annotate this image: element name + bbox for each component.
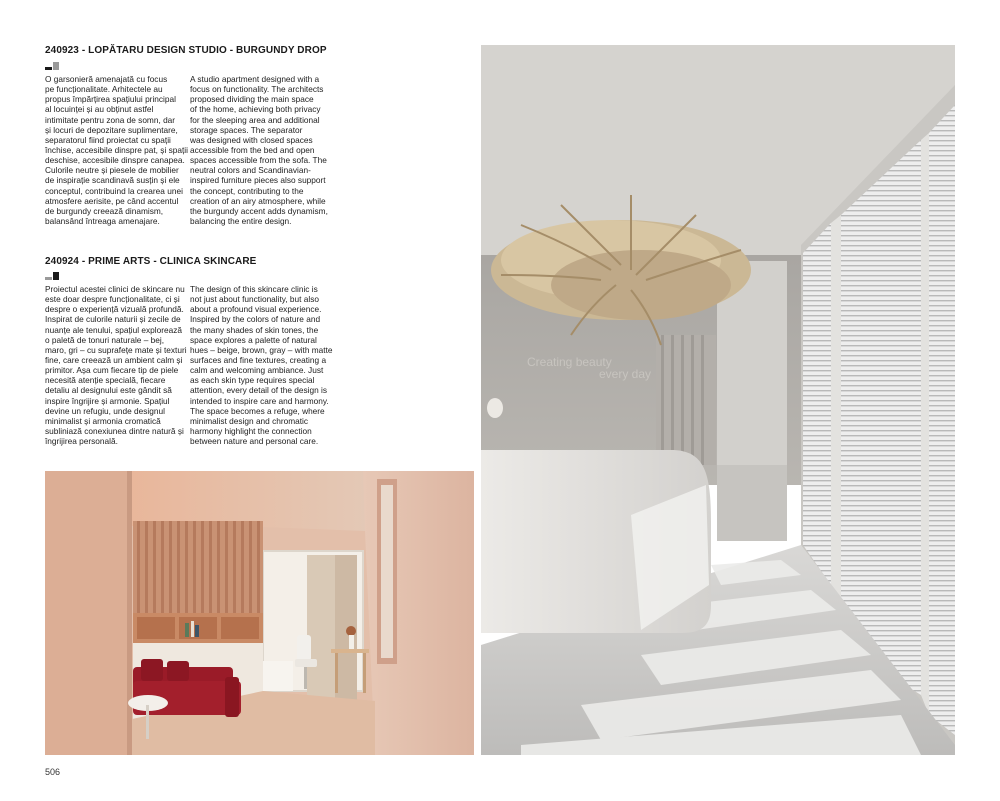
text-line: deschise, accesibile dinspre canapea. xyxy=(45,155,185,166)
text-line: conceptul, contribuind la crearea unei xyxy=(45,185,183,196)
text-line: about a profound visual experience. xyxy=(190,304,322,315)
text-line: și locuri de depozitare suplimentare, xyxy=(45,124,178,135)
text-line: The design of this skincare clinic is xyxy=(190,284,318,294)
text-line: attention, every detail of the design is xyxy=(190,385,327,396)
text-line: necesită atenție specială, fiecare xyxy=(45,375,166,386)
text-line: pe funcționalitate. Arhitectele au xyxy=(45,84,163,95)
text-line: o paletă de tonuri naturale – bej, xyxy=(45,334,165,345)
text-line: devine un refugiu, unde designul xyxy=(45,405,165,416)
text-line: nuanțe ale tenului, spațiul explorează xyxy=(45,324,182,335)
text-line: the burgundy accent adds dynamism, xyxy=(190,205,328,216)
text-line: harmony highlight the connection xyxy=(190,425,312,436)
text-line: calm and welcoming ambiance. Just xyxy=(190,365,324,376)
section-2-title: 240924 - PRIME ARTS - CLINICA SKINCARE xyxy=(45,256,257,267)
text-line: Inspired by the colors of nature and xyxy=(190,314,321,325)
text-line: inspire îngrijire și armonie. Spațiul xyxy=(45,395,170,406)
text-line: balancing the entire design. xyxy=(190,215,292,226)
text-line: de inspirație scandinavă susțin și ele xyxy=(45,175,180,186)
text-line: Inspirat de culorile naturii și zecile de xyxy=(45,314,181,325)
text-line: îngrijirea personală. xyxy=(45,436,118,447)
text-line: Culorile neutre și piesele de mobilier xyxy=(45,165,179,176)
text-line: the concept, contributing to the xyxy=(190,185,304,196)
text-line: focus on functionality. The architects xyxy=(190,84,324,95)
text-line: maro, gri – cu suprafețe mate și texturi xyxy=(45,344,187,355)
text-line: minimalist design and chromatic xyxy=(190,415,309,426)
text-line: of the home, achieving both privacy xyxy=(190,104,321,115)
text-line: spaces accessible from the sofa. The xyxy=(190,155,327,166)
section-1-text-en xyxy=(190,74,328,226)
text-line: atmosfere aerisite, pe când accentul xyxy=(45,195,179,206)
text-line: este doar despre funcționalitate, ci și xyxy=(45,294,180,305)
text-line: A studio apartment designed with a xyxy=(190,74,320,84)
text-line: separatorul fiind proiectat cu spații xyxy=(45,134,171,145)
text-line: despre o experiență vizuală profundă. xyxy=(45,304,184,315)
text-line: închise, accesibile dinspre pat, și spații xyxy=(45,144,188,155)
text-line: intimitate pentru zona de somn, dar xyxy=(45,114,176,125)
text-line: minimalist și armonia cromatică xyxy=(45,415,161,426)
text-line: O garsonieră amenajată cu focus xyxy=(45,74,168,84)
text-line: propus împărțirea spațiului principal xyxy=(45,94,176,105)
text-line: hues – beige, brown, gray – with matte xyxy=(190,344,333,355)
text-line: for the sleeping area and additional xyxy=(190,114,320,125)
text-line: as each skin type requires special xyxy=(190,375,315,386)
text-line: intended to inspire care and harmony. xyxy=(190,395,329,406)
text-line: not just about functionality, but also xyxy=(190,294,319,305)
text-line: de burgundy creează dinamism, xyxy=(45,205,164,216)
section-2-text-ro xyxy=(45,284,187,447)
text-line: between nature and personal care. xyxy=(190,436,319,447)
text-line: neutral colors and Scandinavian- xyxy=(190,165,311,176)
text-line: fine, care creează un ambient calm și xyxy=(45,354,183,365)
text-line: creation of an airy atmosphere, while xyxy=(190,195,326,206)
text-line: inspired furniture pieces also support xyxy=(190,175,326,186)
text-line: accessible from the bed and open xyxy=(190,144,315,155)
section-1-text-ro xyxy=(45,74,188,226)
page-number: 506 xyxy=(45,767,61,777)
text-line: The space becomes a refuge, where xyxy=(190,405,325,416)
text-line: storage spaces. The separator xyxy=(190,124,303,135)
wall-text-line2: every day xyxy=(599,367,652,381)
apartment-photo xyxy=(45,471,474,755)
text-line: surfaces and fine textures, creating a xyxy=(190,354,327,365)
text-line: detaliu al designului este gândit să xyxy=(45,385,172,396)
section-2-text-en xyxy=(190,284,333,447)
text-line: al locuinței și au obținut astfel xyxy=(45,104,154,115)
text-line: space explores a palette of natural xyxy=(190,334,317,345)
text-line: proposed dividing the main space xyxy=(190,94,314,105)
text-line: primitor. Așa cum fiecare tip de piele xyxy=(45,365,179,376)
text-line: subliniază conexiunea dintre natură și xyxy=(45,425,184,436)
text-line: the many shades of skin tones, the xyxy=(190,324,319,335)
clinic-photo xyxy=(481,45,955,755)
text-line: balansând întreaga amenajare. xyxy=(45,215,160,226)
text-line: Proiectul acestei clinici de skincare nu xyxy=(45,284,185,294)
text-line: was designed with closed spaces xyxy=(190,134,313,145)
wall-text-line1: Creating beauty xyxy=(527,355,612,369)
section-1-title: 240923 - LOPĂTARU DESIGN STUDIO - BURGUNDY DROP xyxy=(45,45,327,56)
